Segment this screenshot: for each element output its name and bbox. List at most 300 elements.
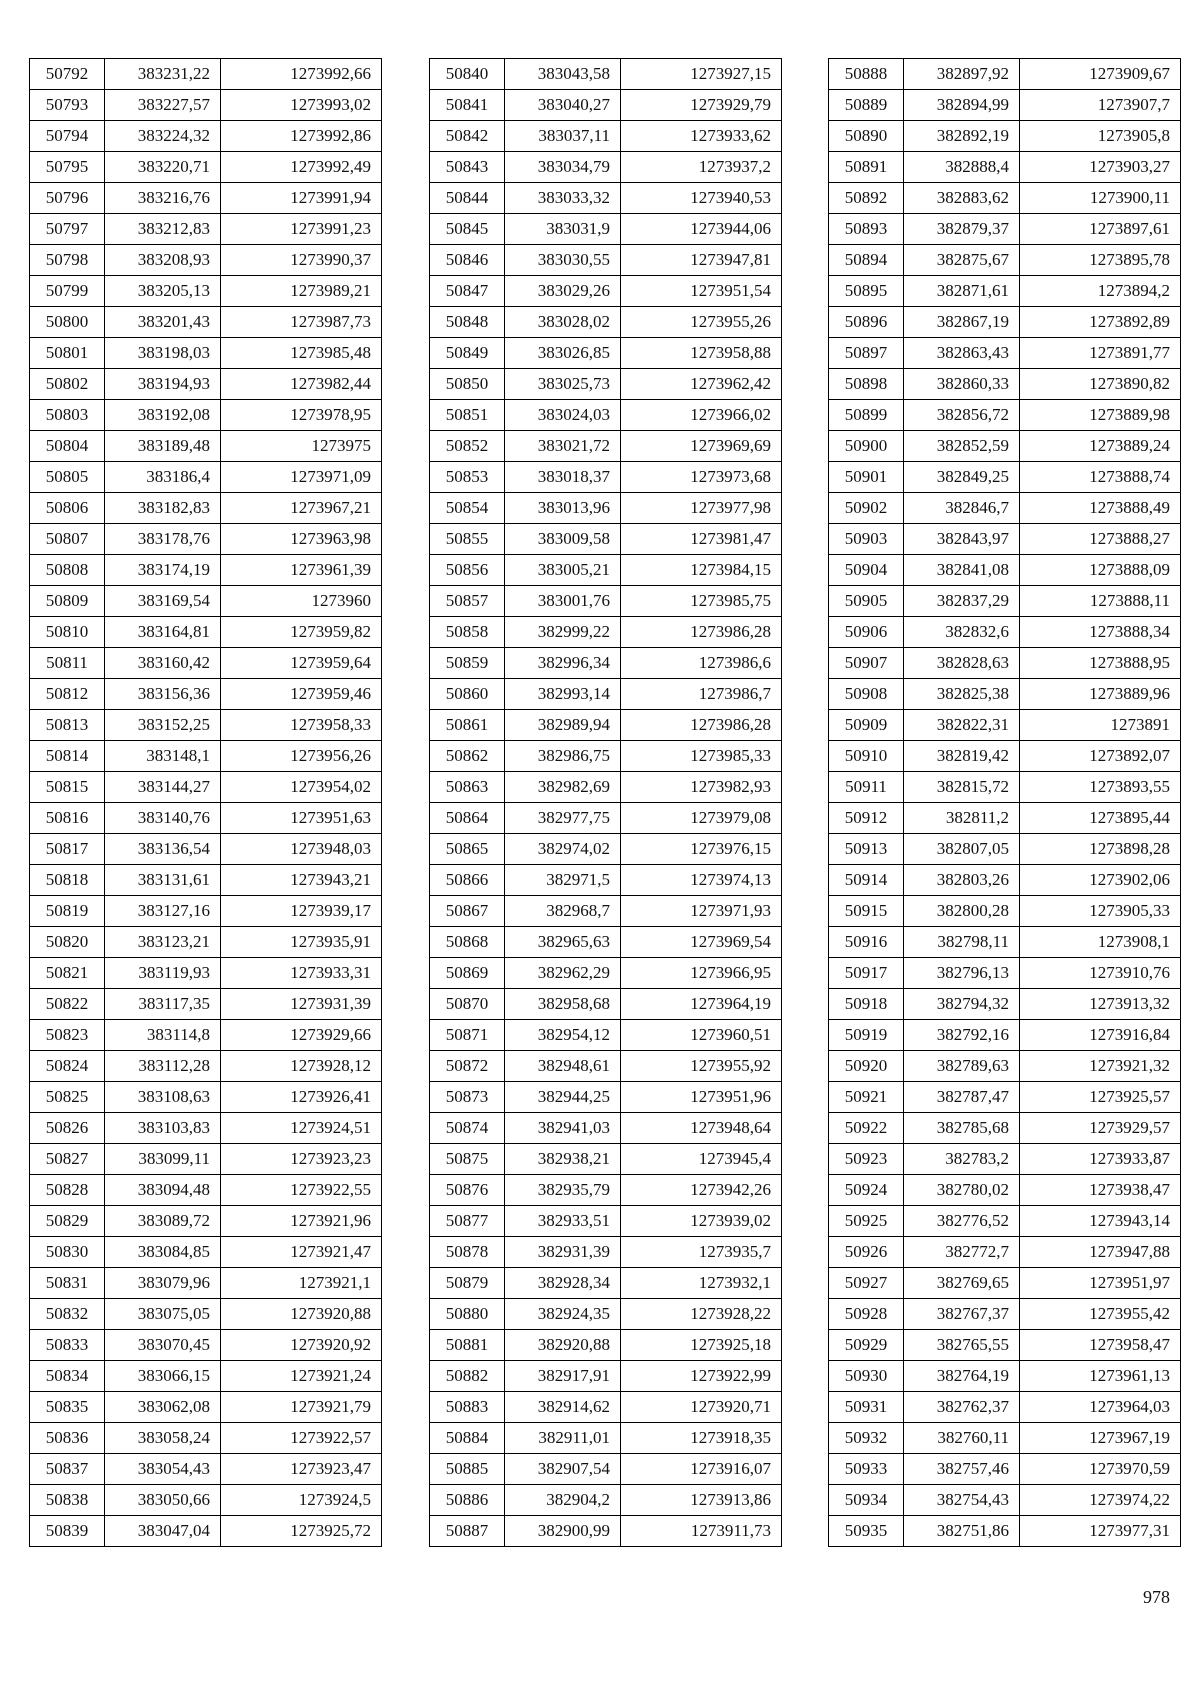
point-id-cell: 50827 bbox=[30, 1144, 105, 1175]
point-id-cell: 50885 bbox=[430, 1454, 505, 1485]
table-row bbox=[430, 1113, 782, 1144]
x-coordinate-cell: 383148,1 bbox=[105, 741, 221, 772]
x-coordinate-cell: 383231,22 bbox=[105, 59, 221, 90]
y-coordinate-cell: 1273900,11 bbox=[1020, 183, 1181, 214]
x-coordinate-cell: 382996,34 bbox=[505, 648, 621, 679]
point-id-cell: 50886 bbox=[430, 1485, 505, 1516]
point-id-cell: 50838 bbox=[30, 1485, 105, 1516]
table-row bbox=[829, 617, 1181, 648]
x-coordinate-cell: 383024,03 bbox=[505, 400, 621, 431]
x-coordinate-cell: 382914,62 bbox=[505, 1392, 621, 1423]
x-coordinate-cell: 383021,72 bbox=[505, 431, 621, 462]
x-coordinate-cell: 382776,52 bbox=[904, 1206, 1020, 1237]
y-coordinate-cell: 1273905,8 bbox=[1020, 121, 1181, 152]
y-coordinate-cell: 1273921,47 bbox=[221, 1237, 382, 1268]
y-coordinate-cell: 1273889,96 bbox=[1020, 679, 1181, 710]
x-coordinate-cell: 383089,72 bbox=[105, 1206, 221, 1237]
table-row bbox=[430, 1454, 782, 1485]
x-coordinate-cell: 383013,96 bbox=[505, 493, 621, 524]
y-coordinate-cell: 1273958,47 bbox=[1020, 1330, 1181, 1361]
x-coordinate-cell: 383070,45 bbox=[105, 1330, 221, 1361]
point-id-cell: 50901 bbox=[829, 462, 904, 493]
x-coordinate-cell: 383131,61 bbox=[105, 865, 221, 896]
y-coordinate-cell: 1273898,28 bbox=[1020, 834, 1181, 865]
table-row bbox=[30, 1175, 382, 1206]
table-row bbox=[430, 245, 782, 276]
table-row bbox=[430, 214, 782, 245]
x-coordinate-cell: 383117,35 bbox=[105, 989, 221, 1020]
x-coordinate-cell: 383160,42 bbox=[105, 648, 221, 679]
x-coordinate-cell: 383029,26 bbox=[505, 276, 621, 307]
point-id-cell: 50926 bbox=[829, 1237, 904, 1268]
x-coordinate-cell: 382941,03 bbox=[505, 1113, 621, 1144]
coordinate-table-2 bbox=[429, 58, 782, 1547]
y-coordinate-cell: 1273888,74 bbox=[1020, 462, 1181, 493]
table-row bbox=[430, 1299, 782, 1330]
table-row bbox=[30, 276, 382, 307]
y-coordinate-cell: 1273961,13 bbox=[1020, 1361, 1181, 1392]
y-coordinate-cell: 1273888,11 bbox=[1020, 586, 1181, 617]
table-row bbox=[30, 1299, 382, 1330]
point-id-cell: 50891 bbox=[829, 152, 904, 183]
point-id-cell: 50915 bbox=[829, 896, 904, 927]
table-row bbox=[430, 927, 782, 958]
x-coordinate-cell: 383043,58 bbox=[505, 59, 621, 90]
table-row bbox=[829, 1361, 1181, 1392]
x-coordinate-cell: 382794,32 bbox=[904, 989, 1020, 1020]
x-coordinate-cell: 383066,15 bbox=[105, 1361, 221, 1392]
x-coordinate-cell: 383005,21 bbox=[505, 555, 621, 586]
y-coordinate-cell: 1273945,4 bbox=[621, 1144, 782, 1175]
point-id-cell: 50921 bbox=[829, 1082, 904, 1113]
point-id-cell: 50829 bbox=[30, 1206, 105, 1237]
point-id-cell: 50792 bbox=[30, 59, 105, 90]
y-coordinate-cell: 1273920,88 bbox=[221, 1299, 382, 1330]
table-row bbox=[30, 493, 382, 524]
x-coordinate-cell: 383220,71 bbox=[105, 152, 221, 183]
table-row bbox=[430, 679, 782, 710]
point-id-cell: 50930 bbox=[829, 1361, 904, 1392]
point-id-cell: 50839 bbox=[30, 1516, 105, 1547]
point-id-cell: 50923 bbox=[829, 1144, 904, 1175]
x-coordinate-cell: 382944,25 bbox=[505, 1082, 621, 1113]
table-row bbox=[430, 90, 782, 121]
y-coordinate-cell: 1273961,39 bbox=[221, 555, 382, 586]
y-coordinate-cell: 1273924,5 bbox=[221, 1485, 382, 1516]
table-row bbox=[30, 183, 382, 214]
table-row bbox=[30, 803, 382, 834]
y-coordinate-cell: 1273894,2 bbox=[1020, 276, 1181, 307]
table-row bbox=[430, 958, 782, 989]
point-id-cell: 50794 bbox=[30, 121, 105, 152]
point-id-cell: 50873 bbox=[430, 1082, 505, 1113]
table-row bbox=[829, 865, 1181, 896]
y-coordinate-cell: 1273928,22 bbox=[621, 1299, 782, 1330]
y-coordinate-cell: 1273929,79 bbox=[621, 90, 782, 121]
y-coordinate-cell: 1273984,15 bbox=[621, 555, 782, 586]
y-coordinate-cell: 1273911,73 bbox=[621, 1516, 782, 1547]
y-coordinate-cell: 1273925,72 bbox=[221, 1516, 382, 1547]
x-coordinate-cell: 383144,27 bbox=[105, 772, 221, 803]
x-coordinate-cell: 382819,42 bbox=[904, 741, 1020, 772]
point-id-cell: 50897 bbox=[829, 338, 904, 369]
point-id-cell: 50831 bbox=[30, 1268, 105, 1299]
point-id-cell: 50905 bbox=[829, 586, 904, 617]
point-id-cell: 50857 bbox=[430, 586, 505, 617]
x-coordinate-cell: 382849,25 bbox=[904, 462, 1020, 493]
y-coordinate-cell: 1273989,21 bbox=[221, 276, 382, 307]
x-coordinate-cell: 382798,11 bbox=[904, 927, 1020, 958]
y-coordinate-cell: 1273935,7 bbox=[621, 1237, 782, 1268]
table-row bbox=[30, 369, 382, 400]
y-coordinate-cell: 1273929,57 bbox=[1020, 1113, 1181, 1144]
y-coordinate-cell: 1273939,17 bbox=[221, 896, 382, 927]
point-id-cell: 50876 bbox=[430, 1175, 505, 1206]
point-id-cell: 50856 bbox=[430, 555, 505, 586]
table-row bbox=[30, 152, 382, 183]
table-row bbox=[30, 1051, 382, 1082]
table-row bbox=[30, 307, 382, 338]
table-row bbox=[829, 1330, 1181, 1361]
table-row bbox=[829, 462, 1181, 493]
x-coordinate-cell: 383224,32 bbox=[105, 121, 221, 152]
table-row bbox=[430, 1020, 782, 1051]
y-coordinate-cell: 1273974,22 bbox=[1020, 1485, 1181, 1516]
x-coordinate-cell: 383054,43 bbox=[105, 1454, 221, 1485]
y-coordinate-cell: 1273978,95 bbox=[221, 400, 382, 431]
y-coordinate-cell: 1273924,51 bbox=[221, 1113, 382, 1144]
y-coordinate-cell: 1273975 bbox=[221, 431, 382, 462]
y-coordinate-cell: 1273990,37 bbox=[221, 245, 382, 276]
table-row bbox=[829, 1237, 1181, 1268]
x-coordinate-cell: 383164,81 bbox=[105, 617, 221, 648]
table-row bbox=[430, 772, 782, 803]
table-row bbox=[430, 276, 782, 307]
x-coordinate-cell: 383156,36 bbox=[105, 679, 221, 710]
point-id-cell: 50858 bbox=[430, 617, 505, 648]
point-id-cell: 50822 bbox=[30, 989, 105, 1020]
x-coordinate-cell: 382974,02 bbox=[505, 834, 621, 865]
point-id-cell: 50795 bbox=[30, 152, 105, 183]
point-id-cell: 50908 bbox=[829, 679, 904, 710]
x-coordinate-cell: 383026,85 bbox=[505, 338, 621, 369]
point-id-cell: 50922 bbox=[829, 1113, 904, 1144]
y-coordinate-cell: 1273938,47 bbox=[1020, 1175, 1181, 1206]
y-coordinate-cell: 1273921,1 bbox=[221, 1268, 382, 1299]
x-coordinate-cell: 383189,48 bbox=[105, 431, 221, 462]
x-coordinate-cell: 382968,7 bbox=[505, 896, 621, 927]
table-row bbox=[829, 400, 1181, 431]
table-row bbox=[30, 1361, 382, 1392]
table-row bbox=[30, 1485, 382, 1516]
x-coordinate-cell: 383178,76 bbox=[105, 524, 221, 555]
point-id-cell: 50907 bbox=[829, 648, 904, 679]
x-coordinate-cell: 383194,93 bbox=[105, 369, 221, 400]
x-coordinate-cell: 383025,73 bbox=[505, 369, 621, 400]
table-row bbox=[829, 90, 1181, 121]
y-coordinate-cell: 1273897,61 bbox=[1020, 214, 1181, 245]
x-coordinate-cell: 382931,39 bbox=[505, 1237, 621, 1268]
y-coordinate-cell: 1273892,89 bbox=[1020, 307, 1181, 338]
table-row bbox=[430, 1485, 782, 1516]
x-coordinate-cell: 382841,08 bbox=[904, 555, 1020, 586]
point-id-cell: 50900 bbox=[829, 431, 904, 462]
point-id-cell: 50855 bbox=[430, 524, 505, 555]
y-coordinate-cell: 1273964,03 bbox=[1020, 1392, 1181, 1423]
x-coordinate-cell: 382843,97 bbox=[904, 524, 1020, 555]
x-coordinate-cell: 382767,37 bbox=[904, 1299, 1020, 1330]
table-row bbox=[430, 989, 782, 1020]
x-coordinate-cell: 382837,29 bbox=[904, 586, 1020, 617]
y-coordinate-cell: 1273927,15 bbox=[621, 59, 782, 90]
x-coordinate-cell: 382860,33 bbox=[904, 369, 1020, 400]
table-row bbox=[30, 834, 382, 865]
x-coordinate-cell: 382787,47 bbox=[904, 1082, 1020, 1113]
table-row bbox=[430, 462, 782, 493]
table-row bbox=[430, 152, 782, 183]
y-coordinate-cell: 1273970,59 bbox=[1020, 1454, 1181, 1485]
point-id-cell: 50934 bbox=[829, 1485, 904, 1516]
x-coordinate-cell: 383103,83 bbox=[105, 1113, 221, 1144]
table-row bbox=[829, 493, 1181, 524]
table-row bbox=[430, 1237, 782, 1268]
table-row bbox=[829, 772, 1181, 803]
table-row bbox=[430, 555, 782, 586]
table-row bbox=[30, 1392, 382, 1423]
x-coordinate-cell: 382796,13 bbox=[904, 958, 1020, 989]
table-row bbox=[30, 59, 382, 90]
y-coordinate-cell: 1273922,57 bbox=[221, 1423, 382, 1454]
point-id-cell: 50854 bbox=[430, 493, 505, 524]
table-row bbox=[430, 1392, 782, 1423]
x-coordinate-cell: 382954,12 bbox=[505, 1020, 621, 1051]
point-id-cell: 50880 bbox=[430, 1299, 505, 1330]
y-coordinate-cell: 1273955,92 bbox=[621, 1051, 782, 1082]
point-id-cell: 50806 bbox=[30, 493, 105, 524]
table-row bbox=[829, 121, 1181, 152]
table-row bbox=[829, 245, 1181, 276]
x-coordinate-cell: 383201,43 bbox=[105, 307, 221, 338]
point-id-cell: 50805 bbox=[30, 462, 105, 493]
x-coordinate-cell: 382807,05 bbox=[904, 834, 1020, 865]
point-id-cell: 50920 bbox=[829, 1051, 904, 1082]
table-row bbox=[829, 710, 1181, 741]
y-coordinate-cell: 1273888,95 bbox=[1020, 648, 1181, 679]
y-coordinate-cell: 1273933,62 bbox=[621, 121, 782, 152]
table-row bbox=[30, 648, 382, 679]
point-id-cell: 50830 bbox=[30, 1237, 105, 1268]
x-coordinate-cell: 382879,37 bbox=[904, 214, 1020, 245]
y-coordinate-cell: 1273982,44 bbox=[221, 369, 382, 400]
y-coordinate-cell: 1273902,06 bbox=[1020, 865, 1181, 896]
x-coordinate-cell: 382900,99 bbox=[505, 1516, 621, 1547]
table-row bbox=[829, 1020, 1181, 1051]
x-coordinate-cell: 382958,68 bbox=[505, 989, 621, 1020]
x-coordinate-cell: 383119,93 bbox=[105, 958, 221, 989]
x-coordinate-cell: 382920,88 bbox=[505, 1330, 621, 1361]
x-coordinate-cell: 382811,2 bbox=[904, 803, 1020, 834]
table-row bbox=[829, 1392, 1181, 1423]
table-row bbox=[829, 307, 1181, 338]
page-number: 978 bbox=[1143, 1587, 1170, 1607]
y-coordinate-cell: 1273895,78 bbox=[1020, 245, 1181, 276]
x-coordinate-cell: 382867,19 bbox=[904, 307, 1020, 338]
point-id-cell: 50851 bbox=[430, 400, 505, 431]
x-coordinate-cell: 382769,65 bbox=[904, 1268, 1020, 1299]
y-coordinate-cell: 1273909,67 bbox=[1020, 59, 1181, 90]
x-coordinate-cell: 382832,6 bbox=[904, 617, 1020, 648]
y-coordinate-cell: 1273973,68 bbox=[621, 462, 782, 493]
table-row bbox=[430, 338, 782, 369]
y-coordinate-cell: 1273921,79 bbox=[221, 1392, 382, 1423]
table-row bbox=[30, 586, 382, 617]
y-coordinate-cell: 1273951,63 bbox=[221, 803, 382, 834]
point-id-cell: 50852 bbox=[430, 431, 505, 462]
table-row bbox=[829, 989, 1181, 1020]
table-row bbox=[30, 462, 382, 493]
x-coordinate-cell: 382989,94 bbox=[505, 710, 621, 741]
table-row bbox=[30, 710, 382, 741]
y-coordinate-cell: 1273960,51 bbox=[621, 1020, 782, 1051]
point-id-cell: 50924 bbox=[829, 1175, 904, 1206]
point-id-cell: 50868 bbox=[430, 927, 505, 958]
y-coordinate-cell: 1273913,86 bbox=[621, 1485, 782, 1516]
point-id-cell: 50866 bbox=[430, 865, 505, 896]
table-row bbox=[30, 989, 382, 1020]
y-coordinate-cell: 1273977,98 bbox=[621, 493, 782, 524]
point-id-cell: 50883 bbox=[430, 1392, 505, 1423]
table-row bbox=[30, 1113, 382, 1144]
point-id-cell: 50797 bbox=[30, 214, 105, 245]
x-coordinate-cell: 382938,21 bbox=[505, 1144, 621, 1175]
y-coordinate-cell: 1273933,87 bbox=[1020, 1144, 1181, 1175]
table-row bbox=[30, 431, 382, 462]
y-coordinate-cell: 1273920,92 bbox=[221, 1330, 382, 1361]
x-coordinate-cell: 382928,34 bbox=[505, 1268, 621, 1299]
x-coordinate-cell: 382856,72 bbox=[904, 400, 1020, 431]
point-id-cell: 50814 bbox=[30, 741, 105, 772]
x-coordinate-cell: 382785,68 bbox=[904, 1113, 1020, 1144]
x-coordinate-cell: 383058,24 bbox=[105, 1423, 221, 1454]
table-row bbox=[829, 803, 1181, 834]
point-id-cell: 50832 bbox=[30, 1299, 105, 1330]
point-id-cell: 50874 bbox=[430, 1113, 505, 1144]
point-id-cell: 50927 bbox=[829, 1268, 904, 1299]
x-coordinate-cell: 382765,55 bbox=[904, 1330, 1020, 1361]
point-id-cell: 50861 bbox=[430, 710, 505, 741]
table-row bbox=[829, 1206, 1181, 1237]
y-coordinate-cell: 1273913,32 bbox=[1020, 989, 1181, 1020]
table-row bbox=[829, 431, 1181, 462]
y-coordinate-cell: 1273959,46 bbox=[221, 679, 382, 710]
point-id-cell: 50932 bbox=[829, 1423, 904, 1454]
x-coordinate-cell: 382971,5 bbox=[505, 865, 621, 896]
x-coordinate-cell: 382871,61 bbox=[904, 276, 1020, 307]
point-id-cell: 50888 bbox=[829, 59, 904, 90]
x-coordinate-cell: 383062,08 bbox=[105, 1392, 221, 1423]
point-id-cell: 50801 bbox=[30, 338, 105, 369]
point-id-cell: 50917 bbox=[829, 958, 904, 989]
x-coordinate-cell: 382757,46 bbox=[904, 1454, 1020, 1485]
point-id-cell: 50796 bbox=[30, 183, 105, 214]
table-row bbox=[829, 555, 1181, 586]
y-coordinate-cell: 1273987,73 bbox=[221, 307, 382, 338]
table-row bbox=[430, 1051, 782, 1082]
y-coordinate-cell: 1273920,71 bbox=[621, 1392, 782, 1423]
point-id-cell: 50933 bbox=[829, 1454, 904, 1485]
point-id-cell: 50849 bbox=[430, 338, 505, 369]
x-coordinate-cell: 383108,63 bbox=[105, 1082, 221, 1113]
x-coordinate-cell: 383033,32 bbox=[505, 183, 621, 214]
y-coordinate-cell: 1273963,98 bbox=[221, 524, 382, 555]
x-coordinate-cell: 382762,37 bbox=[904, 1392, 1020, 1423]
table-row bbox=[30, 896, 382, 927]
x-coordinate-cell: 382800,28 bbox=[904, 896, 1020, 927]
x-coordinate-cell: 382977,75 bbox=[505, 803, 621, 834]
table-row bbox=[829, 834, 1181, 865]
y-coordinate-cell: 1273929,66 bbox=[221, 1020, 382, 1051]
y-coordinate-cell: 1273982,93 bbox=[621, 772, 782, 803]
point-id-cell: 50903 bbox=[829, 524, 904, 555]
point-id-cell: 50818 bbox=[30, 865, 105, 896]
point-id-cell: 50845 bbox=[430, 214, 505, 245]
point-id-cell: 50919 bbox=[829, 1020, 904, 1051]
y-coordinate-cell: 1273991,94 bbox=[221, 183, 382, 214]
x-coordinate-cell: 382846,7 bbox=[904, 493, 1020, 524]
point-id-cell: 50844 bbox=[430, 183, 505, 214]
table-row bbox=[829, 679, 1181, 710]
x-coordinate-cell: 383152,25 bbox=[105, 710, 221, 741]
x-coordinate-cell: 382948,61 bbox=[505, 1051, 621, 1082]
y-coordinate-cell: 1273928,12 bbox=[221, 1051, 382, 1082]
y-coordinate-cell: 1273993,02 bbox=[221, 90, 382, 121]
x-coordinate-cell: 382803,26 bbox=[904, 865, 1020, 896]
table-row bbox=[30, 121, 382, 152]
y-coordinate-cell: 1273986,28 bbox=[621, 710, 782, 741]
table-row bbox=[30, 1144, 382, 1175]
y-coordinate-cell: 1273923,23 bbox=[221, 1144, 382, 1175]
table-row bbox=[430, 307, 782, 338]
y-coordinate-cell: 1273943,14 bbox=[1020, 1206, 1181, 1237]
x-coordinate-cell: 382917,91 bbox=[505, 1361, 621, 1392]
x-coordinate-cell: 382780,02 bbox=[904, 1175, 1020, 1206]
y-coordinate-cell: 1273974,13 bbox=[621, 865, 782, 896]
x-coordinate-cell: 382883,62 bbox=[904, 183, 1020, 214]
x-coordinate-cell: 383192,08 bbox=[105, 400, 221, 431]
y-coordinate-cell: 1273966,95 bbox=[621, 958, 782, 989]
y-coordinate-cell: 1273910,76 bbox=[1020, 958, 1181, 989]
point-id-cell: 50848 bbox=[430, 307, 505, 338]
table-row bbox=[430, 834, 782, 865]
point-id-cell: 50793 bbox=[30, 90, 105, 121]
table-row bbox=[430, 59, 782, 90]
x-coordinate-cell: 383037,11 bbox=[505, 121, 621, 152]
y-coordinate-cell: 1273947,81 bbox=[621, 245, 782, 276]
table-row bbox=[430, 1361, 782, 1392]
table-row bbox=[829, 524, 1181, 555]
table-row bbox=[829, 1051, 1181, 1082]
y-coordinate-cell: 1273959,82 bbox=[221, 617, 382, 648]
table-row bbox=[430, 524, 782, 555]
point-id-cell: 50902 bbox=[829, 493, 904, 524]
point-id-cell: 50913 bbox=[829, 834, 904, 865]
table-row bbox=[430, 803, 782, 834]
y-coordinate-cell: 1273977,31 bbox=[1020, 1516, 1181, 1547]
table-row bbox=[430, 431, 782, 462]
table-row bbox=[829, 1485, 1181, 1516]
point-id-cell: 50918 bbox=[829, 989, 904, 1020]
x-coordinate-cell: 383084,85 bbox=[105, 1237, 221, 1268]
